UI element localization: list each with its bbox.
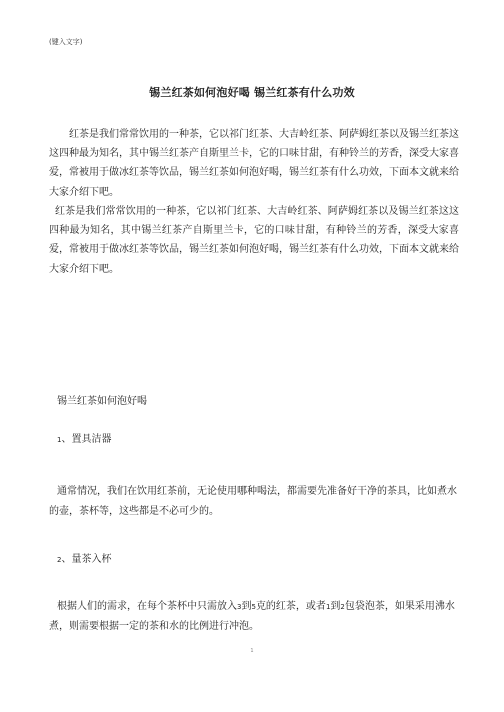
step-2-paragraph — [49, 597, 463, 637]
step-2-text-e: 包袋泡茶，如果采用沸水煮，则需要根据一定的茶和水的比例进行冲泡。 — [49, 601, 455, 632]
intro-paragraph-1: 红茶是我们常常饮用的一种茶，它以祁门红茶、大吉岭红茶、阿萨姆红茶以及锡兰红茶这这四种最为知名，其中锡兰红茶产自斯里兰卡，它的口味甘甜，有种铃兰的芳香，深受大家喜爱，常被用于做冰红茶等饮品，锡兰红茶如何泡好喝，锡兰红茶有什么功效，下面本文就来给大家介绍下吧。 — [49, 129, 459, 198]
intro-paragraph-2: 红茶是我们常常饮用的一种茶，它以祁门红茶、大吉岭红茶、阿萨姆红茶以及锡兰红茶这这四种最为知名，其中锡兰红茶产自斯里兰卡，它的口味甘甜，有种铃兰的芳香，深受大家喜爱，常被用于做冰红茶等饮品，锡兰红茶如何泡好喝，锡兰红茶有什么功效，下面本文就来给大家介绍下吧。 — [49, 206, 459, 275]
step-2-text-b: 到 — [241, 601, 252, 612]
step-2-number: 2 — [57, 556, 62, 564]
step-1-label: 、置具洁器 — [61, 434, 112, 445]
step-2-label: 、量茶入杯 — [61, 554, 112, 565]
step-2-text-d: 到 — [330, 601, 341, 612]
step-2-heading — [57, 550, 477, 570]
step-1-paragraph: 通常情况，我们在饮用红茶前，无论使用哪种喝法，都需要先准备好干净的茶具，比如煮水的壶，茶杯等，这些都是不必可少的。 — [49, 486, 457, 517]
section-heading: 锡兰红茶如何泡好喝 — [57, 396, 147, 407]
header-placeholder: (键入文字) — [49, 38, 83, 46]
step-2-num-4: 2 — [340, 603, 345, 611]
page-number: 1 — [250, 648, 254, 654]
step-1-heading — [57, 430, 477, 450]
step-2-text-c: 克的红茶，或者 — [255, 601, 326, 612]
step-2-num-3: 1 — [325, 603, 331, 611]
step-2-text-a: 根据人们的需求，在每个茶杯中只需放入 — [57, 601, 237, 612]
article-title: 锡兰红茶如何泡好喝 锡兰红茶有什么功效 — [149, 86, 355, 99]
step-2-num-2: 5 — [251, 603, 256, 611]
step-1-number: 1 — [57, 436, 62, 444]
step-2-num-1: 3 — [237, 603, 242, 611]
